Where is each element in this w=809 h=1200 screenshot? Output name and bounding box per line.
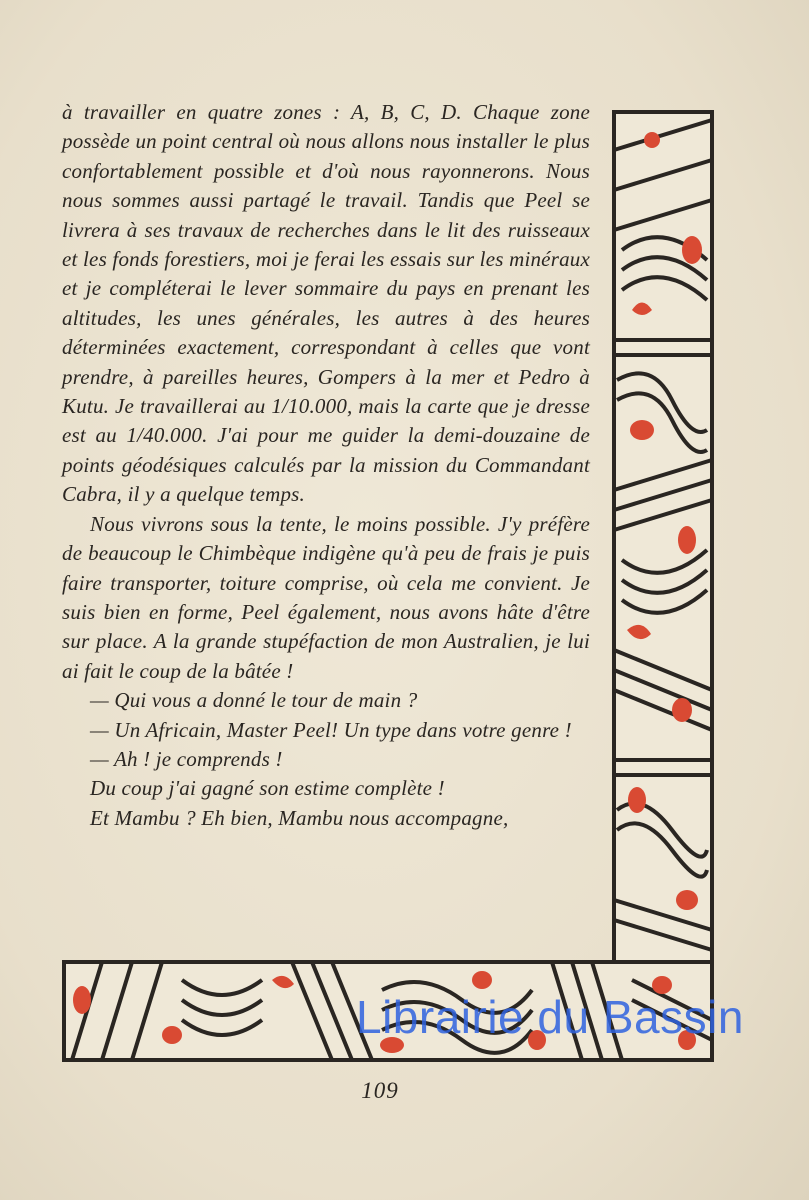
paragraph-3: Du coup j'ai gagné son estime complète ! bbox=[90, 776, 445, 801]
paragraph-2: Nous vivrons sous la tente, le moins possible. J'y préfère de beaucoup le Chimbèque indigène qu'à peu de frais je puis faire transporter, toiture comprise, où cela me convient. Je suis bien en forme, Peel également, nous avons hâte d'être sur place. A la grande stupéfaction de mon Australien, je lui ai fait le coup de la bâtée ! bbox=[62, 511, 590, 683]
dialogue-line-1: — Qui vous a donné le tour de main ? bbox=[90, 688, 418, 713]
paragraph-4: Et Mambu ? Eh bien, Mambu nous accompagne, bbox=[90, 805, 509, 830]
watermark: Librairie du Bassin bbox=[356, 991, 744, 1043]
dialogue-line-2: — Un Africain, Master Peel! Un type dans votre genre ! bbox=[90, 717, 572, 742]
paragraph-1: à travailler en quatre zones : A, B, C, D. Chaque zone possède un point central où nous allons nous installer le plus confortablement possible et d'où nous rayonnerons. Nous nous sommes aussi partagé le travail. Tandis que Peel se livrera à ses travaux de recherches dans le lit des ruisseaux et les fonds forestiers, moi je ferai les essais sur les minéraux et je compléterai le lever sommaire du pays en prenant les altitudes, les unes générales, les autres à des heures déterminées exactement, correspondant à celles que vont prendre, à pareilles heures, Gompers à la mer et Pedro à Kutu. Je travaillerai au 1/10.000, mais la carte que je dresse est au 1/40.000. J'ai pour me guider la demi-douzaine de points géodésiques calculés par la mission du Commandant Cabra, il y a quelque temps. bbox=[62, 100, 590, 507]
decorative-border-right bbox=[612, 110, 714, 970]
dialogue-line-3: — Ah ! je comprends ! bbox=[90, 746, 283, 771]
body-text bbox=[62, 98, 590, 833]
page-number: 109 bbox=[361, 1078, 399, 1103]
